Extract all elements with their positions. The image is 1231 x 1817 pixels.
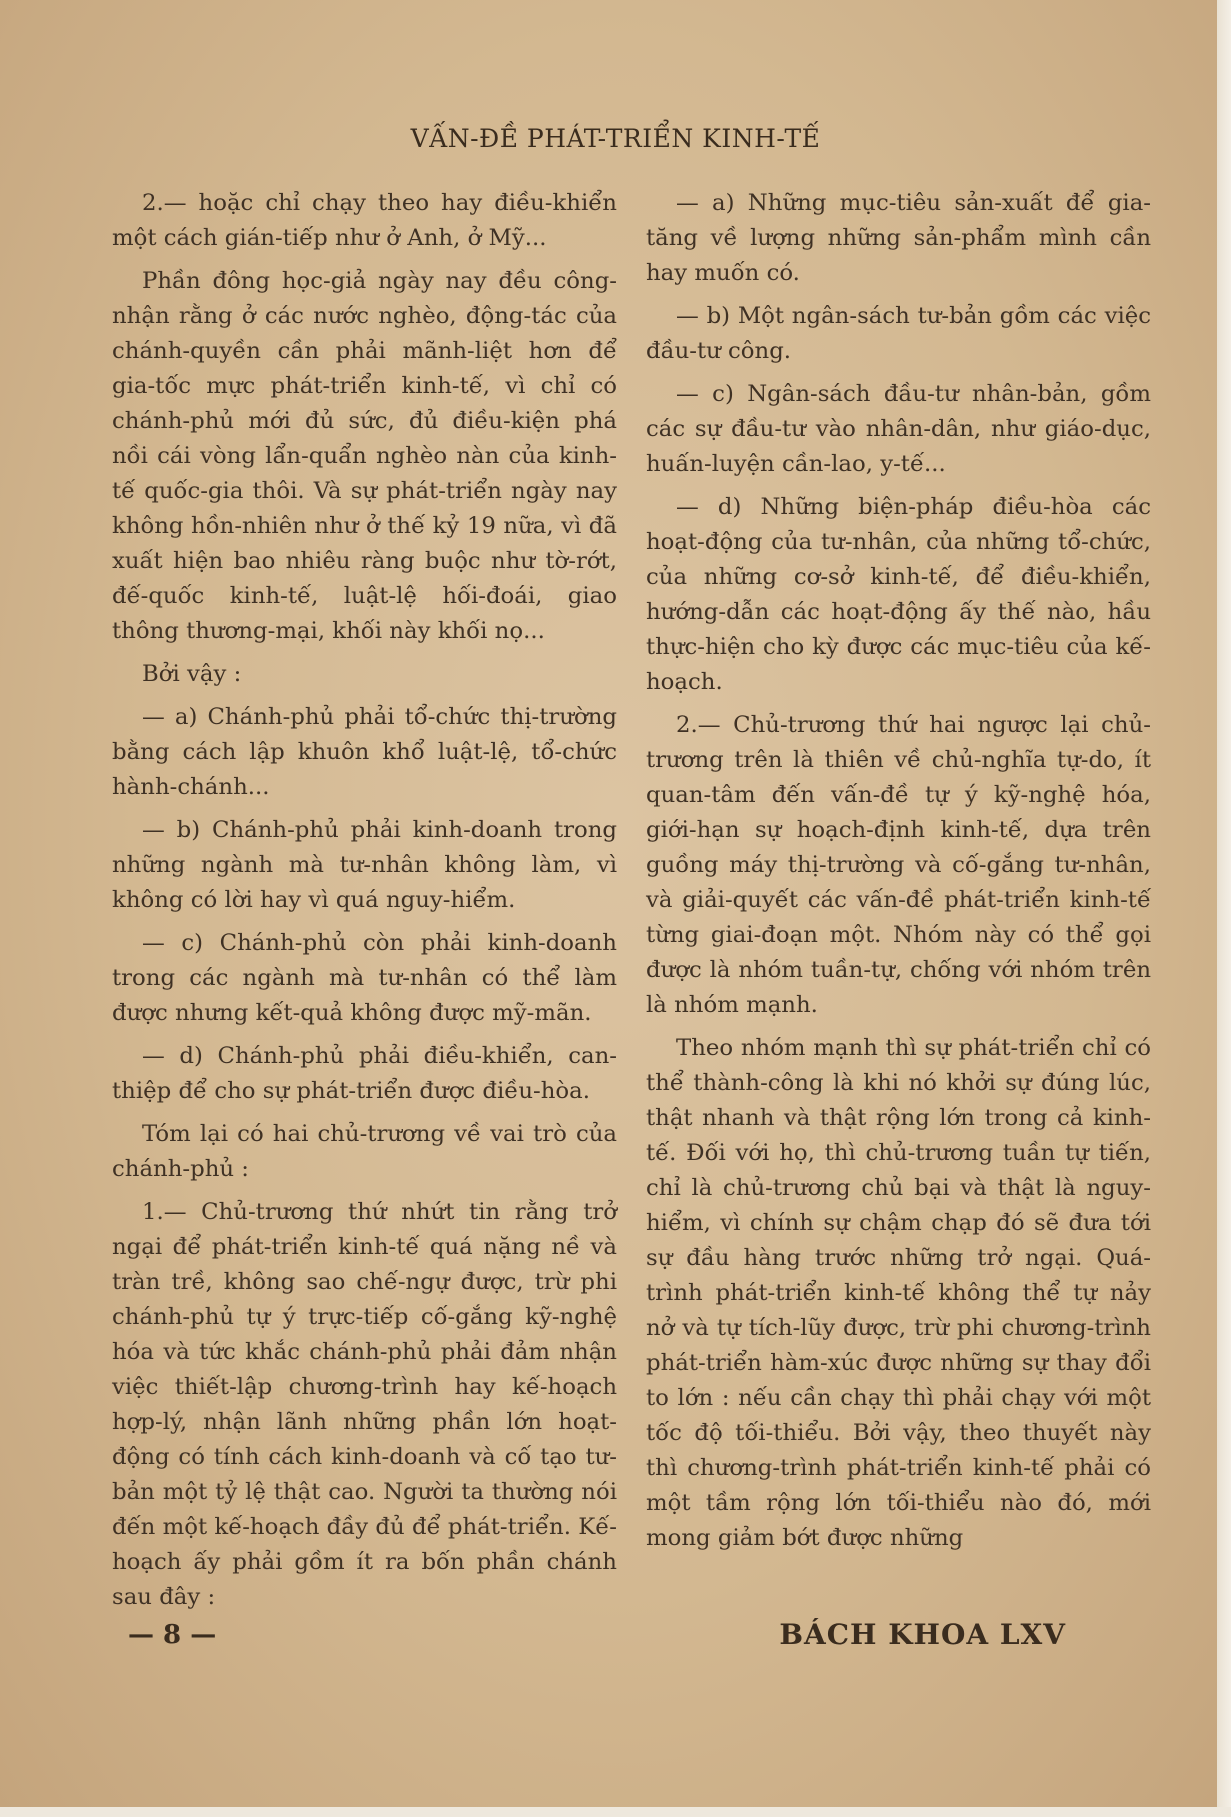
left-paragraph: — d) Chánh-phủ phải điều-khiển, can-thiệp để cho sự phát-triển được điều-hòa. [112, 1043, 617, 1104]
page-right-edge [1217, 0, 1231, 1817]
right-column [646, 186, 1151, 1564]
left-paragraph: Phần đông học-giả ngày nay đều công-nhận rằng ở các nước nghèo, động-tác của chánh-quyền cần phải mãnh-liệt hơn để gia-tốc mực phát-triển kinh-tế, vì chỉ có chánh-phủ mới đủ sức, đủ điều-kiện phá nồi cái vòng lẩn-quẩn nghèo nàn của kinh-tế quốc-gia thôi. Và sự phát-triển ngày nay không hồn-nhiên như ở thế kỷ 19 nữa, vì đã xuất hiện bao nhiêu ràng buộc như tờ-rớt, đế-quốc kinh-tế, luật-lệ hối-đoái, giao thông thương-mại, khối này khối nọ... [112, 268, 617, 644]
left-column [112, 186, 617, 1623]
right-paragraph: — c) Ngân-sách đầu-tư nhân-bản, gồm các sự đầu-tư vào nhân-dân, như giáo-dục, huấn-luyện cần-lao, y-tế... [646, 381, 1151, 477]
right-paragraph: Theo nhóm mạnh thì sự phát-triển chỉ có thể thành-công là khi nó khởi sự đúng lúc, thật nhanh và thật rộng lớn trong cả kinh-tế. Đối với họ, thì chủ-trương tuần tự tiến, chỉ là chủ-trương chủ bại và thật là nguy-hiểm, vì chính sự chậm chạp đó sẽ đưa tới sự đầu hàng trước những trở ngại. Quá-trình phát-triển kinh-tế không thể tự nảy nở và tự tích-lũy được, trừ phi chương-trình phát-triển hàm-xúc được những sự thay đổi to lớn : nếu cần chạy thì phải chạy với một tốc độ tối-thiểu. Bởi vậy, theo thuyết này thì chương-trình phát-triển kinh-tế phải có một tầm rộng lớn tối-thiểu nào đó, mới mong giảm bớt được những [646, 1035, 1151, 1551]
right-paragraph: — d) Những biện-pháp điều-hòa các hoạt-động của tư-nhân, của những tổ-chức, của những cơ-sở kinh-tế, để điều-khiển, hướng-dẫn các hoạt-động ấy thế nào, hầu thực-hiện cho kỳ được các mục-tiêu của kế-hoạch. [646, 494, 1151, 695]
magazine-issue: BÁCH KHOA LXV [779, 1618, 1066, 1651]
page-number: — 8 — [128, 1620, 217, 1650]
right-paragraph: — a) Những mục-tiêu sản-xuất để gia-tăng về lượng những sản-phẩm mình cần hay muốn có. [646, 190, 1151, 286]
right-paragraph: 2.— Chủ-trương thứ hai ngược lại chủ-trương trên là thiên về chủ-nghĩa tự-do, ít quan-tâm đến vấn-đề tự ý kỹ-nghệ hóa, giới-hạn sự hoạch-định kinh-tế, dựa trên guồng máy thị-trường và cố-gắng tư-nhân, và giải-quyết các vấn-đề phát-triển kinh-tế từng giai-đoạn một. Nhóm này có thể gọi được là nhóm tuần-tự, chống với nhóm trên là nhóm mạnh. [646, 712, 1151, 1018]
left-paragraph: — a) Chánh-phủ phải tổ-chức thị-trường bằng cách lập khuôn khổ luật-lệ, tổ-chức hành-chánh... [112, 704, 617, 800]
left-paragraph: 2.— hoặc chỉ chạy theo hay điều-khiển một cách gián-tiếp như ở Anh, ở Mỹ... [112, 190, 617, 251]
running-header: VẤN-ĐỀ PHÁT-TRIỂN KINH-TẾ [410, 124, 821, 153]
left-paragraph: 1.— Chủ-trương thứ nhứt tin rằng trở ngại để phát-triển kinh-tế quá nặng nề và tràn trề, không sao chế-ngự được, trừ phi chánh-phủ tự ý trực-tiếp cố-gắng kỹ-nghệ hóa và tức khắc chánh-phủ phải đảm nhận việc thiết-lập chương-trình hay kế-hoạch hợp-lý, nhận lãnh những phần lớn hoạt-động có tính cách kinh-doanh và cố tạo tư-bản một tỷ lệ thật cao. Người ta thường nói đến một kế-hoạch đầy đủ để phát-triển. Kế-hoạch ấy phải gồm ít ra bốn phần chánh sau đây : [112, 1199, 617, 1610]
left-paragraph: Tóm lại có hai chủ-trương về vai trò của chánh-phủ : [112, 1121, 617, 1182]
page-bottom-edge [0, 1807, 1231, 1817]
left-paragraph: — c) Chánh-phủ còn phải kinh-doanh trong các ngành mà tư-nhân có thể làm được nhưng kết-quả không được mỹ-mãn. [112, 930, 617, 1026]
left-paragraph: — b) Chánh-phủ phải kinh-doanh trong những ngành mà tư-nhân không làm, vì không có lời hay vì quá nguy-hiểm. [112, 817, 617, 913]
left-paragraph: Bởi vậy : [142, 661, 242, 687]
right-paragraph: — b) Một ngân-sách tư-bản gồm các việc đầu-tư công. [646, 303, 1151, 364]
